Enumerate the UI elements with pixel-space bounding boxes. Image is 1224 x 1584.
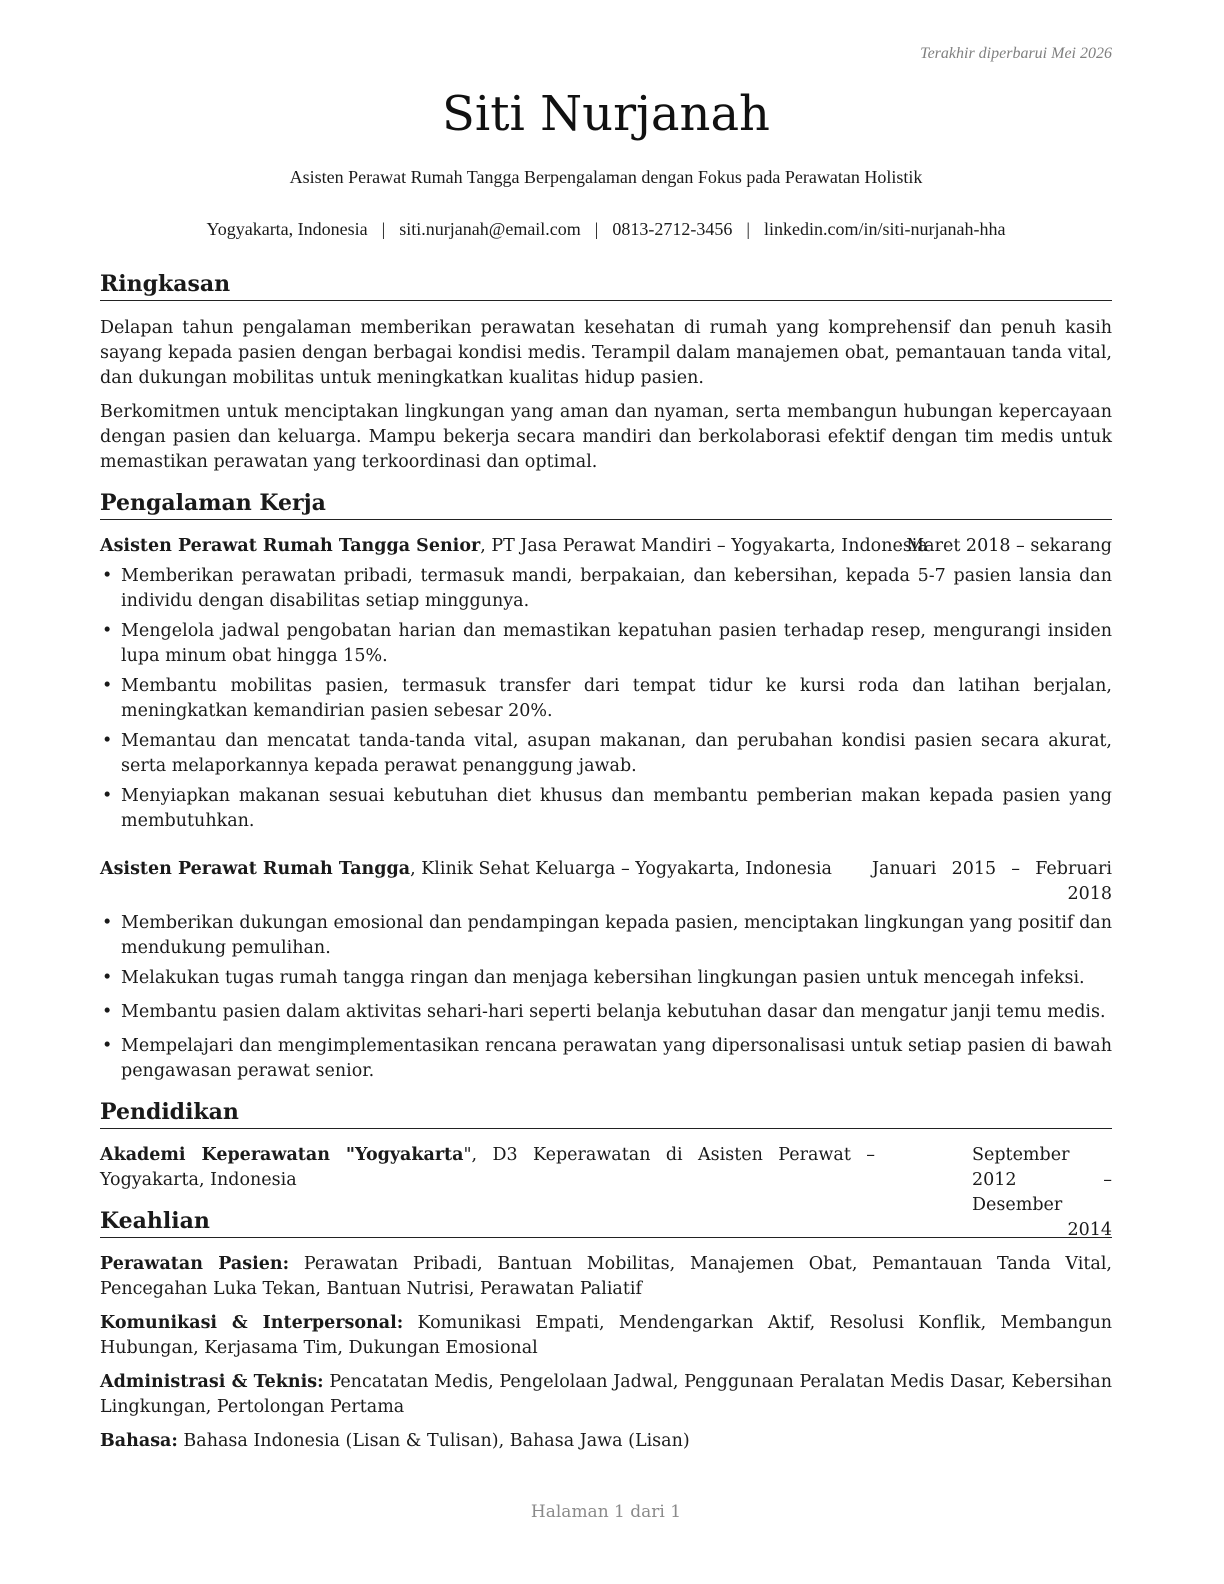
candidate-name: Siti Nurjanah xyxy=(442,86,770,142)
skill-label: Administrasi & Teknis: xyxy=(100,1372,324,1392)
resume-page xyxy=(100,0,1112,1584)
skill-row xyxy=(100,1311,1112,1361)
contact-separator: | xyxy=(746,219,751,239)
job-bullet: • Menyiapkan makanan sesuai kebutuhan diet khusus dan membantu pemberian makan kepada pasien yang membutuhkan. xyxy=(100,784,1112,834)
skill-value: Perawatan Pribadi, Bantuan Mobilitas, Manajemen Obat, Pemantauan Tanda Vital, Pencegahan Luka Tekan, Bantuan Nutrisi, Perawatan Paliatif xyxy=(100,1254,1112,1299)
job-bullet: • Memberikan perawatan pribadi, termasuk mandi, berpakaian, dan kebersihan, kepada 5-7 pasien lansia dan individu dengan disabilitas setiap minggunya. xyxy=(100,564,1112,614)
summary-paragraph: Berkomitmen untuk menciptakan lingkungan yang aman dan nyaman, serta membangun hubungan kepercayaan dengan pasien dan keluarga. Mampu bekerja secara mandiri dan berkolaborasi efektif dengan tim medis untuk memastikan perawatan yang terkoordinasi dan optimal. xyxy=(100,402,1112,472)
job-header xyxy=(100,857,1112,907)
contact-phone: 0813-2712-3456 xyxy=(612,219,733,239)
skill-label: Komunikasi & Interpersonal: xyxy=(100,1313,404,1333)
job-header xyxy=(100,534,1112,559)
skill-row xyxy=(100,1252,1112,1302)
job-bullet: • Memberikan dukungan emosional dan pendampingan kepada pasien, menciptakan lingkungan yang positif dan mendukung pemulihan. xyxy=(100,911,1112,961)
contact-separator: | xyxy=(594,219,599,239)
job-bullet: • Membantu mobilitas pasien, termasuk transfer dari tempat tidur ke kursi roda dan latihan berjalan, meningkatkan kemandirian pasien sebesar 20%. xyxy=(100,674,1112,724)
tagline: Asisten Perawat Rumah Tangga Berpengalaman dengan Fokus pada Perawatan Holistik xyxy=(289,167,923,187)
skill-label: Perawatan Pasien: xyxy=(100,1254,290,1274)
skill-value: Bahasa Indonesia (Lisan & Tulisan), Bahasa Jawa (Lisan) xyxy=(177,1431,690,1451)
job-role: Asisten Perawat Rumah Tangga Senior xyxy=(100,536,481,556)
job-dates: Januari 2015 – Februari 2018 xyxy=(872,859,1112,904)
page-number: Halaman 1 dari 1 xyxy=(530,1502,682,1522)
section-title: Pengalaman Kerja xyxy=(100,489,1112,520)
contact-linkedin[interactable]: linkedin.com/in/siti-nurjanah-hha xyxy=(764,219,1006,239)
job-bullet: • Mengelola jadwal pengobatan harian dan memastikan kepatuhan pasien terhadap resep, mengurangi insiden lupa minum obat hingga 15%. xyxy=(100,619,1112,669)
skill-row xyxy=(100,1429,1112,1454)
job-dates: Maret 2018 – sekarang xyxy=(906,536,1112,556)
section-title: Keahlian xyxy=(100,1207,1112,1238)
job-bullets xyxy=(100,564,1112,834)
job-bullet: • Melakukan tugas rumah tangga ringan dan menjaga kebersihan lingkungan pasien untuk mencegah infeksi. xyxy=(100,966,1112,991)
education-details: ", D3 Keperawatan di Asisten Perawat – Yogyakarta, Indonesia xyxy=(100,1145,875,1190)
section-title: Pendidikan xyxy=(100,1098,1112,1129)
section-title: Ringkasan xyxy=(100,270,1112,301)
job-entry xyxy=(100,857,1112,1084)
experience-section xyxy=(100,489,1112,1084)
job-org: , Klinik Sehat Keluarga – Yogyakarta, Indonesia xyxy=(410,859,832,879)
skill-value: Komunikasi Empati, Mendengarkan Aktif, Resolusi Konflik, Membangun Hubungan, Kerjasama Tim, Dukungan Emosional xyxy=(100,1313,1112,1358)
skill-row xyxy=(100,1370,1112,1420)
job-role: Asisten Perawat Rumah Tangga xyxy=(100,859,411,879)
job-bullets xyxy=(100,911,1112,1084)
job-bullet: • Membantu pasien dalam aktivitas sehari-hari seperti belanja kebutuhan dasar dan mengatur janji temu medis. xyxy=(100,1000,1112,1025)
job-bullet: • Mempelajari dan mengimplementasikan rencana perawatan yang dipersonalisasi untuk setiap pasien di bawah pengawasan perawat senior. xyxy=(100,1034,1112,1084)
job-entry xyxy=(100,534,1112,834)
skill-value: Pencatatan Medis, Pengelolaan Jadwal, Penggunaan Peralatan Medis Dasar, Kebersihan Lingkungan, Pertolongan Pertama xyxy=(100,1372,1112,1417)
summary-paragraph: Delapan tahun pengalaman memberikan perawatan kesehatan di rumah yang komprehensif dan penuh kasih sayang kepada pasien dengan berbagai kondisi medis. Terampil dalam manajemen obat, pemantauan tanda vital, dan dukungan mobilitas untuk meningkatkan kualitas hidup pasien. xyxy=(100,318,1112,388)
education-school-prefix: Akademi Keperawatan " xyxy=(100,1145,355,1165)
skills-section xyxy=(100,1207,1112,1454)
job-org: , PT Jasa Perawat Mandiri – Yogyakarta, Indonesia xyxy=(480,536,928,556)
contact-line xyxy=(100,219,1112,240)
last-updated: Terakhir diperbarui Mei 2026 xyxy=(920,45,1112,62)
education-dates: September 2012 – Desember 2014 xyxy=(972,1145,1112,1240)
contact-location: Yogyakarta, Indonesia xyxy=(206,219,368,239)
job-bullet: • Memantau dan mencatat tanda-tanda vital, asupan makanan, dan perubahan kondisi pasien secara akurat, serta melaporkannya kepada perawat penanggung jawab. xyxy=(100,729,1112,779)
contact-separator: | xyxy=(381,219,386,239)
summary-section xyxy=(100,270,1112,475)
education-school-name: Yogyakarta xyxy=(354,1145,464,1165)
skill-label: Bahasa: xyxy=(100,1431,178,1451)
contact-email[interactable]: siti.nurjanah@email.com xyxy=(399,219,581,239)
